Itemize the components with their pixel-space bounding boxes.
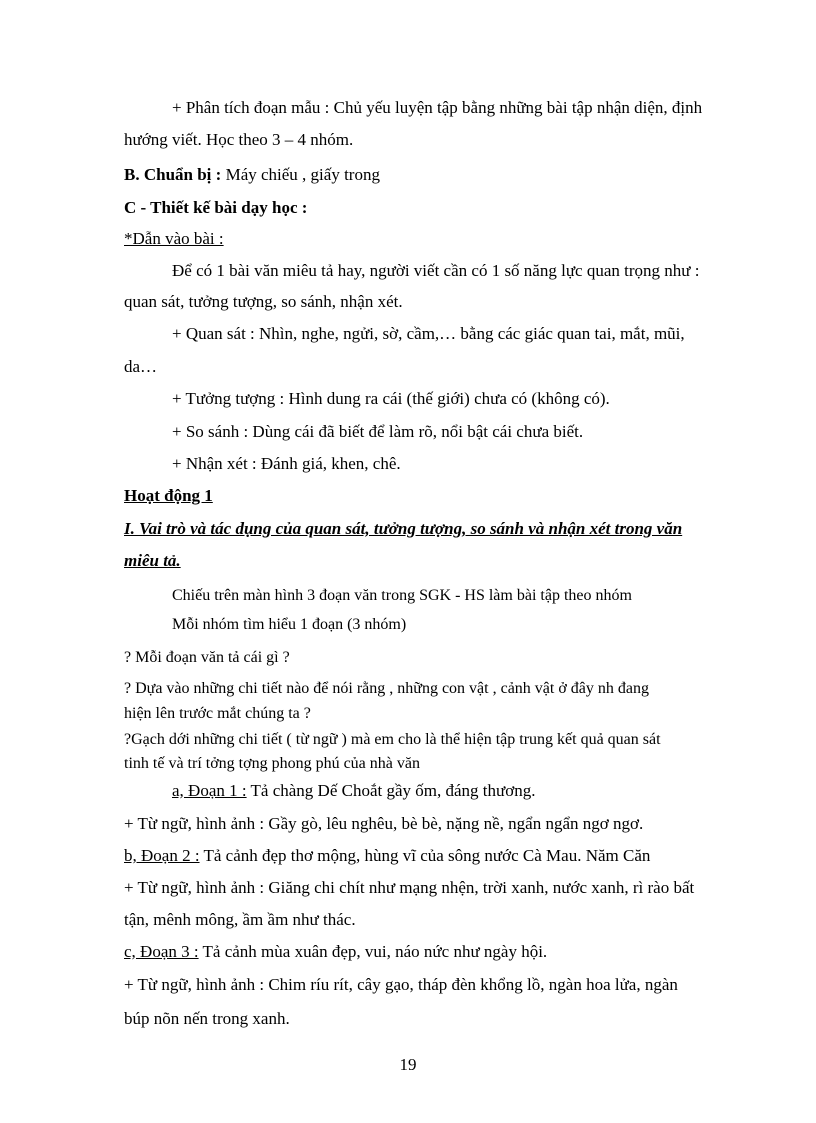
text-line: Chiếu trên màn hình 3 đoạn văn trong SGK - HS làm bài tập theo nhóm	[172, 587, 632, 604]
text-line: da…	[124, 357, 158, 376]
page-number: 19	[399, 1055, 417, 1074]
paragraph-c	[124, 942, 547, 962]
section-i-heading: I. Vai trò và tác dụng của quan sát, tưởng tượng, so sánh và nhận xét trong văn	[124, 519, 683, 538]
paragraph-c-text: Tả cảnh mùa xuân đẹp, vui, náo nức như ngày hội.	[198, 942, 548, 961]
text-line: Để có 1 bài văn miêu tả hay, người viết cần có 1 số năng lực quan trọng như :	[172, 261, 700, 280]
intro-heading: *Dẫn vào bài :	[124, 229, 224, 248]
text-line: Mỗi nhóm tìm hiểu 1 đoạn (3 nhóm)	[172, 616, 407, 633]
question-line: tinh tế và trí tởng tợng phong phú của nhà văn	[124, 755, 420, 772]
section-c-heading: C - Thiết kế bài dạy học :	[124, 198, 308, 217]
text-line: + Từ ngữ, hình ảnh : Chim ríu rít, cây gạo, tháp đèn khổng lồ, ngàn hoa lửa, ngàn	[124, 975, 678, 994]
text-line: quan sát, tưởng tượng, so sánh, nhận xét.	[124, 292, 403, 311]
text-line: + Tưởng tượng : Hình dung ra cái (thế giới) chưa có (không có).	[172, 389, 610, 408]
section-b-text: Máy chiếu , giấy trong	[221, 165, 380, 184]
text-line: + Phân tích đoạn mẫu : Chủ yếu luyện tập bằng những bài tập nhận diện, định	[172, 98, 703, 117]
question-line: hiện lên trước mắt chúng ta ?	[124, 705, 311, 722]
text-line: hướng viết. Học theo 3 – 4 nhóm.	[124, 130, 354, 149]
paragraph-a-label: a, Đoạn 1 :	[172, 781, 247, 800]
text-line: + Quan sát : Nhìn, nghe, ngửi, sờ, cầm,… bằng các giác quan tai, mắt, mũi,	[172, 324, 685, 343]
paragraph-b-label: b, Đoạn 2 :	[124, 846, 200, 865]
section-i-heading-cont: miêu tả.	[124, 551, 181, 570]
activity-heading: Hoạt động 1	[124, 486, 213, 505]
question-line: ? Dựa vào những chi tiết nào để nói rằng , những con vật , cảnh vật ở đây nh đang	[124, 680, 649, 697]
text-line: búp nõn nến trong xanh.	[124, 1009, 290, 1028]
question-line: ? Mỗi đoạn văn tả cái gì ?	[124, 649, 290, 666]
paragraph-a-text: Tả chàng Dế Choắt gầy ốm, đáng thương.	[246, 781, 536, 800]
text-line: + So sánh : Dùng cái đã biết để làm rõ, nổi bật cái chưa biết.	[172, 422, 584, 441]
paragraph-b	[124, 846, 650, 866]
text-line: tận, mênh mông, ầm ầm như thác.	[124, 910, 356, 929]
paragraph-c-label: c, Đoạn 3 :	[124, 942, 199, 961]
paragraph-a	[172, 781, 535, 801]
text-line: + Từ ngữ, hình ảnh : Gầy gò, lêu nghêu, bè bè, nặng nề, ngẩn ngẩn ngơ ngơ.	[124, 814, 644, 833]
text-line: + Nhận xét : Đánh giá, khen, chê.	[172, 454, 401, 473]
paragraph-b-text: Tả cảnh đẹp thơ mộng, hùng vĩ của sông nước Cà Mau. Năm Căn	[199, 846, 651, 865]
section-b-heading	[124, 165, 380, 185]
text-line: + Từ ngữ, hình ảnh : Giăng chi chít như mạng nhện, trời xanh, nước xanh, rì rào bất	[124, 878, 695, 897]
section-b-label: B. Chuẩn bị :	[124, 165, 222, 184]
question-line: ?Gạch dới những chi tiết ( từ ngữ ) mà em cho là thể hiện tập trung kết quả quan sát	[124, 731, 661, 748]
